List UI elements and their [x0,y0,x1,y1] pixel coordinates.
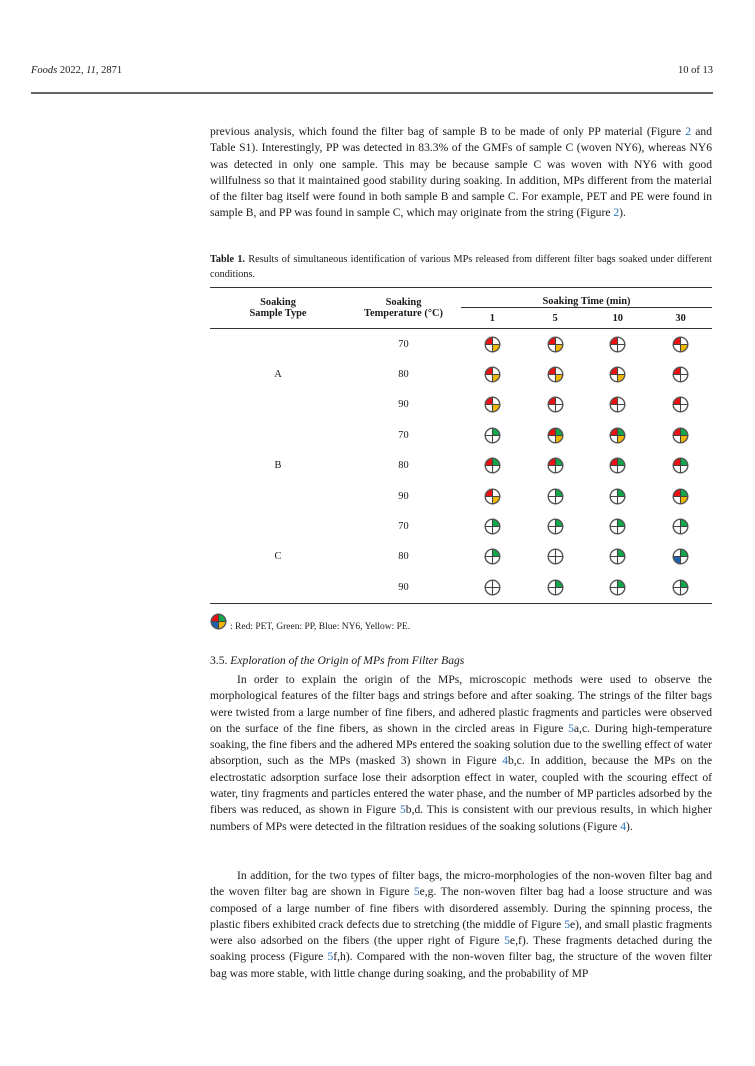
mp-result-cell [586,359,649,389]
mp-quadrant-icon [672,457,689,474]
mp-result-cell [461,359,524,389]
mp-result-cell [586,542,649,572]
figure-reference-link[interactable]: 4 [620,819,627,833]
mp-quadrant-icon [609,457,626,474]
figure-reference-link[interactable]: 5 [564,917,570,931]
figure-reference-link[interactable]: 4 [502,754,508,768]
legend-mp-icon [210,617,227,627]
sample-type-cell: B [274,460,282,472]
mp-result-cell [586,390,649,420]
mp-result-cell [586,572,649,603]
header-time-1: 1 [489,312,495,324]
figure-reference-link[interactable]: 5 [568,721,574,735]
table-row [210,420,712,450]
mp-quadrant-icon [547,366,564,383]
mp-result-cell [649,390,712,420]
mp-result-cell [649,542,712,572]
mp-result-cell [524,390,587,420]
mp-result-cell [461,481,524,511]
journal-name: Foods [31,65,58,76]
mp-result-cell [461,542,524,572]
mp-quadrant-icon [672,427,689,444]
mp-result-cell [524,329,587,360]
mp-quadrant-icon [609,548,626,565]
mp-quadrant-icon [609,336,626,353]
temperature-cell: 90 [398,399,409,411]
mp-result-cell [524,420,587,450]
sample-type-cell: A [274,369,282,381]
header-rule [31,92,713,94]
temperature-cell: 80 [398,369,409,381]
mp-quadrant-icon [672,366,689,383]
header-sample-type: Soaking Sample Type [249,297,307,319]
mp-quadrant-icon [484,488,501,505]
header-soaking-time: Soaking Time (min) [461,288,712,308]
table-caption-text: Results of simultaneous identification of various MPs released from different filter bags soaked under different conditions. [210,254,712,280]
section-heading [210,654,464,667]
mp-result-cell [524,542,587,572]
mp-quadrant-icon [547,396,564,413]
mp-quadrant-icon [547,427,564,444]
temperature-cell: 80 [398,551,409,563]
mp-quadrant-icon [672,396,689,413]
mp-quadrant-icon [672,488,689,505]
section-number: 3.5. [210,654,228,667]
mp-quadrant-icon [672,548,689,565]
legend-text: : Red: PET, Green: PP, Blue: NY6, Yellow: PE. [230,622,411,632]
mp-quadrant-icon [672,336,689,353]
mp-result-cell [649,359,712,389]
mp-result-cell [586,329,649,360]
header-time-30: 30 [675,312,686,324]
mp-quadrant-icon [547,457,564,474]
mp-quadrant-icon [609,579,626,596]
table-legend [210,613,411,632]
mp-quadrant-icon [484,427,501,444]
figure-reference-link[interactable]: 5 [327,950,334,964]
mp-result-cell [461,451,524,481]
results-table [210,287,712,604]
journal-citation [31,65,122,76]
mp-result-cell [649,329,712,360]
page-number: 10 of 13 [678,65,713,76]
sample-type-cell: C [210,511,346,603]
mp-result-cell [461,420,524,450]
mp-quadrant-icon [609,488,626,505]
mp-quadrant-icon [547,488,564,505]
mp-quadrant-icon [609,396,626,413]
journal-year: 2022, [59,65,87,76]
mp-result-cell [524,359,587,389]
mp-quadrant-icon [484,518,501,535]
mp-result-cell [461,572,524,603]
mp-quadrant-icon [484,548,501,565]
mp-quadrant-icon [547,336,564,353]
temperature-cell: 80 [398,460,409,472]
mp-result-cell [461,390,524,420]
header-temperature: Soaking Temperature (°C) [364,297,443,319]
mp-quadrant-icon [210,613,227,630]
paragraph-2: In order to explain the origin of the MPs, microscopic methods were used to observe the morphological features of the filter bags and strings before and after soaking. The strings of the filter bags were twisted from a large number of fine fibers, and adhered plastic fragments and particles were observed on the surface of the fine fibers, as shown in the circled areas in Figure 5a,c. During high-temperature soaking, the fine fibers and the adhered MPs entered the soaking solution due to the swelling effect of water absorption, such as the MPs (masked 3) shown in Figure 4b,c. In addition, because the MPs on the electrostatic adsorption surface lose their adsorption effect in water, coupled with the scouring effect of water, tiny fragments and particles entered the water phase, and the number of MP particles adsorbed by the fibers was reduced, as shown in Figure 5b,d. This is consistent with our previous results, in which higher numbers of MPs were detected in the filtration residues of the soaking solutions (Figure 4). [210,673,713,833]
figure-reference-link[interactable]: 5 [399,803,406,817]
temperature-cell: 70 [398,338,409,350]
mp-quadrant-icon [609,518,626,535]
mp-quadrant-icon [609,366,626,383]
paragraph-3: In addition, for the two types of filter bags, the micro-morphologies of the non-woven filter bag and the woven filter bag are shown in Figure 5e,g. The non-woven filter bag had a loose structure and was composed of a large number of fine fibers with disordered assembly. During the spinning process, the plastic fibers exhibited crack defects due to stretching (the middle of Figure 5e), and small plastic fragments were also adsorbed on the fibers (the upper right of Figure 5e,f). These fragments detached during the soaking process (Figure 5f,h). Compared with the non-woven filter bag, the structure of the woven filter bag was more stable, with little change during soaking, and the probability of MP [210,869,713,980]
header-time-5: 5 [552,312,558,324]
mp-result-cell [524,451,587,481]
temperature-cell: 70 [398,429,409,441]
figure-reference-link[interactable]: 2 [613,206,620,220]
mp-result-cell [461,511,524,541]
temperature-cell: 90 [398,490,409,502]
mp-quadrant-icon [484,457,501,474]
temperature-cell: 90 [346,572,461,603]
mp-quadrant-icon [547,579,564,596]
mp-quadrant-icon [547,548,564,565]
header-time-10: 10 [612,312,623,324]
mp-quadrant-icon [609,427,626,444]
figure-reference-link[interactable]: 5 [413,885,420,899]
mp-quadrant-icon [672,579,689,596]
table-row [210,511,712,541]
table-row [210,329,712,360]
section-title-text: Exploration of the Origin of MPs from Filter Bags [227,654,465,667]
mp-result-cell [586,451,649,481]
mp-quadrant-icon [672,518,689,535]
table-caption-label: Table 1. [210,254,245,265]
mp-result-cell [649,511,712,541]
mp-quadrant-icon [484,579,501,596]
mp-quadrant-icon [484,366,501,383]
mp-result-cell [586,481,649,511]
mp-result-cell [586,511,649,541]
mp-result-cell [524,481,587,511]
mp-result-cell [649,572,712,603]
journal-article: , 2871 [95,65,123,76]
figure-reference-link[interactable]: 5 [504,934,510,948]
mp-result-cell [649,481,712,511]
mp-quadrant-icon [547,518,564,535]
mp-quadrant-icon [484,396,501,413]
table-caption [210,253,712,282]
paragraph-1: previous analysis, which found the filter bag of sample B to be made of only PP material (Figure 2 and Table S1). Interestingly, PP was detected in 83.3% of the GMFs of sample C (woven NY6), whereas NY6 was detected in only one sample. This may be because sample C was woven with NY6 with good willfulness so that it maintained good stability during soaking. In addition, MPs different from the material of the filter bag itself were found in both sample B and sample C. For example, PET and PE were found in sample B, and PP was found in sample C, which may originate from the string (Figure 2). [210,125,712,220]
temperature-cell: 70 [398,521,409,533]
mp-result-cell [461,329,524,360]
mp-quadrant-icon [484,336,501,353]
journal-volume: 11 [86,65,96,76]
mp-result-cell [649,451,712,481]
mp-result-cell [524,511,587,541]
figure-reference-link[interactable]: 2 [685,125,692,138]
mp-result-cell [586,420,649,450]
mp-result-cell [524,572,587,603]
mp-result-cell [649,420,712,450]
page-header [31,63,713,81]
